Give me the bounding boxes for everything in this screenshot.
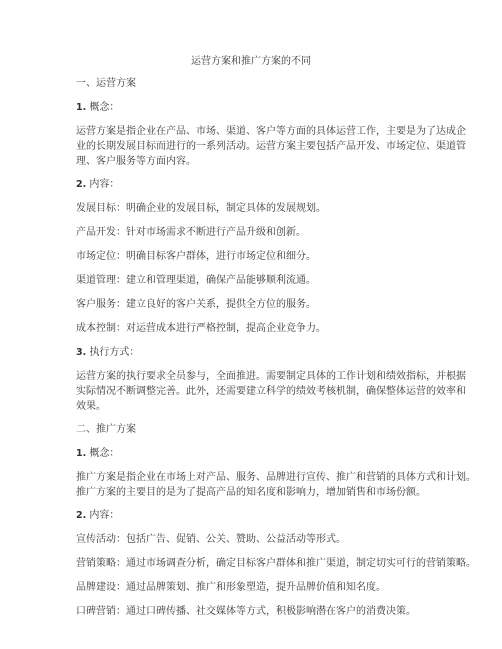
subheading-label: 概念： <box>89 448 120 459</box>
list-item: 渠道管理：建立和管理渠道，确保产品能够顺利流通。 <box>76 275 316 286</box>
subheading-number: 2. <box>76 179 87 190</box>
list-item: 客户服务：建立良好的客户关系，提供全方位的服务。 <box>76 299 316 310</box>
list-item: 发展目标：明确企业的发展目标，制定具体的发展规划。 <box>76 203 326 214</box>
list-item: 营销策略：通过市场调查分析，确定目标客户群体和推广渠道，制定切实可行的营销策略。 <box>76 558 476 569</box>
paragraph-line: 业的长期发展目标而进行的一系列活动。运营方案主要包括产品开发、市场定位、渠道管 <box>76 141 466 152</box>
subheading-concept <box>76 101 119 115</box>
subheading-execution <box>76 346 139 360</box>
subheading-number: 1. <box>76 102 87 113</box>
subheading-label: 概念： <box>89 102 120 113</box>
paragraph-line: 运营方案的执行要求全员参与，全面推进。需要制定具体的工作计划和绩效指标，并根据 <box>76 371 466 382</box>
subheading-content <box>76 509 119 523</box>
list-item: 品牌建设：通过品牌策划、推广和形象塑造，提升品牌价值和知名度。 <box>76 582 386 593</box>
subheading-concept <box>76 447 119 461</box>
list-item: 产品开发：针对市场需求不断进行产品升级和创新。 <box>76 227 306 238</box>
subheading-number: 3. <box>76 347 87 358</box>
paragraph-line: 推广方案的主要目的是为了提高产品的知名度和影响力，增加销售和市场份额。 <box>76 487 426 498</box>
paragraph-line: 理、客户服务等方面内容。 <box>76 156 196 167</box>
document-title: 运营方案和推广方案的不同 <box>191 56 311 67</box>
subheading-label: 内容： <box>89 179 120 190</box>
section-heading-promotion: 二、推广方案 <box>76 424 136 435</box>
subheading-label: 执行方式： <box>89 347 140 358</box>
list-item: 市场定位：明确目标客户群体，进行市场定位和细分。 <box>76 251 316 262</box>
paragraph-line: 运营方案是指企业在产品、市场、渠道、客户等方面的具体运营工作，主要是为了达成企 <box>76 126 466 137</box>
subheading-label: 内容： <box>89 510 120 521</box>
paragraph-line: 效果。 <box>76 401 106 412</box>
subheading-number: 1. <box>76 448 87 459</box>
paragraph-line: 推广方案是指企业在市场上对产品、服务、品牌进行宣传、推广和营销的具体方式和计划。 <box>76 472 476 483</box>
list-item: 宣传活动：包括广告、促销、公关、赞助、公益活动等形式。 <box>76 534 346 545</box>
subheading-content <box>76 178 119 192</box>
section-heading-operations: 一、运营方案 <box>76 78 136 89</box>
subheading-number: 2. <box>76 510 87 521</box>
list-item: 口碑营销：通过口碑传播、社交媒体等方式，积极影响潜在客户的消费决策。 <box>76 606 416 617</box>
list-item: 成本控制：对运营成本进行严格控制，提高企业竞争力。 <box>76 323 326 334</box>
paragraph-line: 实际情况不断调整完善。此外，还需要建立科学的绩效考核机制，确保整体运营的效率和 <box>76 386 466 397</box>
